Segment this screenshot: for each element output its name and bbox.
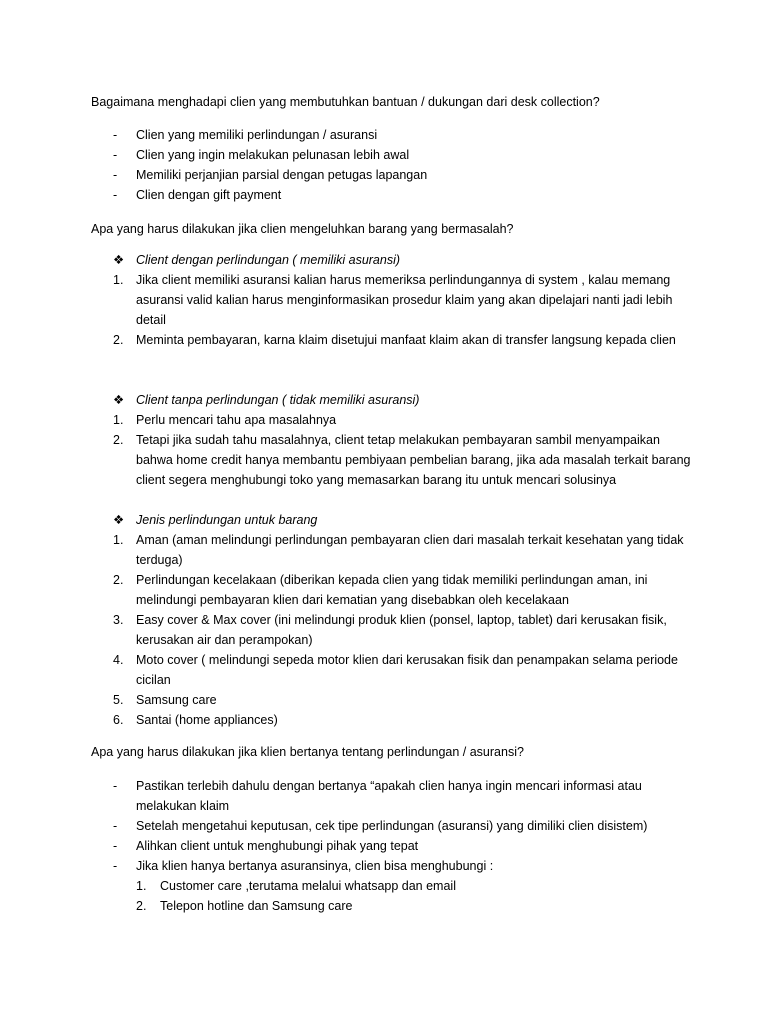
list-item bbox=[91, 836, 698, 856]
sub-numbered-item bbox=[91, 896, 698, 916]
section-complaint bbox=[91, 219, 698, 239]
subsection-heading bbox=[91, 510, 698, 530]
item-text: Aman (aman melindungi perlindungan pembayaran clien dari masalah terkait kesehatan yang tidak terduga) bbox=[136, 533, 684, 567]
diamond-bullet-icon: ❖ bbox=[113, 253, 125, 267]
list-item-text: Alihkan client untuk menghubungi pihak yang tepat bbox=[136, 839, 419, 853]
numbered-item bbox=[91, 410, 698, 430]
item-number: 1. bbox=[113, 413, 124, 427]
numbered-item bbox=[91, 610, 698, 650]
numbered-item bbox=[91, 530, 698, 570]
item-number: 2. bbox=[113, 573, 124, 587]
item-number: 3. bbox=[113, 613, 124, 627]
item-number: 2. bbox=[113, 433, 124, 447]
subsection-heading-text: Jenis perlindungan untuk barang bbox=[136, 513, 318, 527]
list-item-text: Jika klien hanya bertanya asuransinya, clien bisa menghubungi : bbox=[136, 859, 494, 873]
item-text: Perlu mencari tahu apa masalahnya bbox=[136, 413, 337, 427]
item-number: 6. bbox=[113, 713, 124, 727]
item-number: 2. bbox=[113, 333, 124, 347]
subsection-heading-text: Client dengan perlindungan ( memiliki asuransi) bbox=[136, 253, 401, 267]
list-item bbox=[91, 856, 698, 876]
dash-bullet: - bbox=[113, 128, 118, 142]
list-item bbox=[91, 816, 698, 836]
subsection-heading-text: Client tanpa perlindungan ( tidak memiliki asuransi) bbox=[136, 393, 420, 407]
desk-collection-list bbox=[91, 125, 698, 205]
dash-bullet: - bbox=[113, 148, 118, 162]
item-text: Santai (home appliances) bbox=[136, 713, 278, 727]
sub-numbered-item bbox=[91, 876, 698, 896]
item-number: 1. bbox=[136, 879, 147, 893]
dash-bullet: - bbox=[113, 779, 118, 793]
insurance-inquiry-list bbox=[91, 776, 698, 916]
item-text: Easy cover & Max cover (ini melindungi produk klien (ponsel, laptop, tablet) dari kerusakan fisik, kerusakan air dan perampokan) bbox=[136, 613, 667, 647]
item-number: 4. bbox=[113, 653, 124, 667]
diamond-bullet-icon: ❖ bbox=[113, 393, 125, 407]
item-number: 1. bbox=[113, 273, 124, 287]
subsection-without-protection bbox=[91, 390, 698, 490]
numbered-item bbox=[91, 710, 698, 730]
list-item-text: Clien yang memiliki perlindungan / asuransi bbox=[136, 128, 378, 142]
dash-bullet: - bbox=[113, 819, 118, 833]
diamond-bullet-icon: ❖ bbox=[113, 513, 125, 527]
dash-bullet: - bbox=[113, 859, 118, 873]
question-heading: Apa yang harus dilakukan jika clien mengeluhkan barang yang bermasalah? bbox=[91, 222, 514, 236]
numbered-item bbox=[91, 650, 698, 690]
numbered-item bbox=[91, 570, 698, 610]
item-text: Samsung care bbox=[136, 693, 217, 707]
item-text: Jika client memiliki asuransi kalian harus memeriksa perlindungannya di system , kalau memang asuransi valid kalian harus menginformasikan prosedur klaim yang akan dipelajari nanti jadi lebih detail bbox=[136, 273, 673, 327]
section-insurance-inquiry bbox=[91, 742, 698, 762]
dash-bullet: - bbox=[113, 188, 118, 202]
item-text: Telepon hotline dan Samsung care bbox=[160, 899, 353, 913]
numbered-item bbox=[91, 430, 698, 490]
list-item-text: Setelah mengetahui keputusan, cek tipe perlindungan (asuransi) yang dimiliki clien disistem) bbox=[136, 819, 648, 833]
list-item bbox=[91, 776, 698, 816]
list-item bbox=[91, 125, 698, 145]
list-item bbox=[91, 165, 698, 185]
item-number: 5. bbox=[113, 693, 124, 707]
section-desk-collection bbox=[91, 92, 698, 112]
numbered-item bbox=[91, 690, 698, 710]
item-text: Moto cover ( melindungi sepeda motor klien dari kerusakan fisik dan penampakan selama periode cicilan bbox=[136, 653, 678, 687]
list-item-text: Pastikan terlebih dahulu dengan bertanya “apakah clien hanya ingin mencari informasi atau melakukan klaim bbox=[136, 779, 642, 813]
item-text: Tetapi jika sudah tahu masalahnya, client tetap melakukan pembayaran sambil menyampaikan bahwa home credit hanya membantu pembiyaan pembelian barang, jika ada masalah terkait barang client segera menghubungi toko yang memasarkan barang itu untuk mencari solusinya bbox=[136, 433, 691, 487]
question-heading: Apa yang harus dilakukan jika klien bertanya tentang perlindungan / asuransi? bbox=[91, 745, 524, 759]
subsection-with-protection bbox=[91, 250, 698, 350]
item-text: Meminta pembayaran, karna klaim disetujui manfaat klaim akan di transfer langsung kepada clien bbox=[136, 333, 676, 347]
list-item-text: Clien dengan gift payment bbox=[136, 188, 282, 202]
list-item bbox=[91, 185, 698, 205]
item-text: Customer care ,terutama melalui whatsapp dan email bbox=[160, 879, 456, 893]
question-heading: Bagaimana menghadapi clien yang membutuhkan bantuan / dukungan dari desk collection? bbox=[91, 95, 600, 109]
subsection-heading bbox=[91, 250, 698, 270]
subsection-product-protection bbox=[91, 510, 698, 730]
item-number: 1. bbox=[113, 533, 124, 547]
item-text: Perlindungan kecelakaan (diberikan kepada clien yang tidak memiliki perlindungan aman, ini melindungi pembayaran klien dari kematian yang disebabkan oleh kecelakaan bbox=[136, 573, 648, 607]
list-item bbox=[91, 145, 698, 165]
list-item-text: Memiliki perjanjian parsial dengan petugas lapangan bbox=[136, 168, 428, 182]
dash-bullet: - bbox=[113, 168, 118, 182]
subsection-heading bbox=[91, 390, 698, 410]
numbered-item bbox=[91, 330, 698, 350]
item-number: 2. bbox=[136, 899, 147, 913]
list-item-text: Clien yang ingin melakukan pelunasan lebih awal bbox=[136, 148, 410, 162]
dash-bullet: - bbox=[113, 839, 118, 853]
numbered-item bbox=[91, 270, 698, 330]
